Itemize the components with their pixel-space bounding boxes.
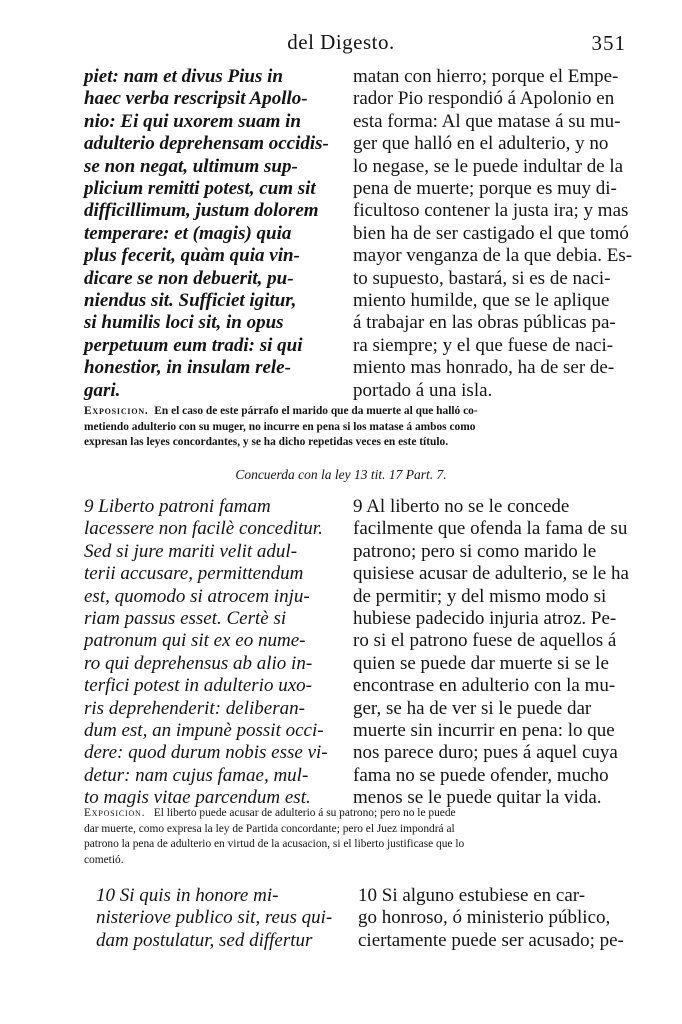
spanish-line: fama no se puede ofender, mucho <box>353 764 609 786</box>
latin-line: se non negat, ultimum sup- <box>84 155 298 177</box>
latin-line: gari. <box>84 379 121 401</box>
note-text: El liberto puede acusar de adulterio á su patrono; pero no le puede <box>153 807 456 819</box>
spanish-line: ger que halló en el adulterio, y no <box>353 133 609 155</box>
latin-line: patronum qui sit ex eo nume- <box>84 630 306 652</box>
exposicion-note-block1 <box>84 404 624 451</box>
latin-line: dicare se non debuerit, pu- <box>84 267 294 289</box>
latin-line: lacessere non facilè conceditur. <box>84 518 323 540</box>
latin-line: riam passus esset. Certè si <box>84 608 287 630</box>
latin-column-block2 <box>84 496 328 810</box>
spanish-line: miento humilde, que se le aplique <box>353 290 610 312</box>
spanish-line: matan con hierro; porque el Empe- <box>353 66 619 87</box>
spanish-line: encontrase en adulterio con la mu- <box>353 675 616 697</box>
latin-line: piet: nam et divus Pius in <box>84 66 283 87</box>
spanish-line: esta forma: Al que matase á su mu- <box>353 110 621 132</box>
spanish-line: ger, se ha de ver si le puede dar <box>353 697 592 719</box>
spanish-column-block3 <box>358 885 624 952</box>
latin-line: haec verba rescripsit Apollo- <box>84 88 308 110</box>
latin-line: terii accusare, permittendum <box>84 563 304 585</box>
latin-line: 9 Liberto patroni famam <box>84 496 271 517</box>
latin-line: difficillimum, justum dolorem <box>84 200 319 222</box>
spanish-line: go honroso, ó ministerio público, <box>358 907 611 929</box>
spanish-line: ficultoso contener la justa ira; y mas <box>353 200 629 222</box>
latin-line: Sed si jure mariti velit adul- <box>84 540 298 562</box>
latin-line: dum est, an impunè possit occi- <box>84 720 324 742</box>
latin-line: niendus sit. Sufficiet igitur, <box>84 290 297 312</box>
note-label: Exposicion. <box>84 807 146 819</box>
latin-line: ro qui deprehensus ab alio in- <box>84 652 313 674</box>
note-line: metiendo adulterio con su muger, no incurre en pena si los matase á ambos como <box>84 420 476 433</box>
spanish-line: quisiese acusar de adulterio, se le ha <box>353 563 629 585</box>
note-line: patrono la pena de adulterio en virtud de la acusacion, si el liberto justificase que lo <box>84 838 465 850</box>
latin-line: adulterio deprehensam occidis- <box>84 133 329 155</box>
spanish-line: facilmente que ofenda la fama de su <box>353 518 628 540</box>
latin-line: plus fecerit, quàm quia vin- <box>84 245 300 267</box>
spanish-line: hubiese padecido injuria atroz. Pe- <box>353 608 617 630</box>
spanish-line: nos parece duro; pues á aquel cuya <box>353 742 618 764</box>
spanish-column-block1 <box>353 66 632 402</box>
latin-column-block1 <box>84 66 329 402</box>
latin-line: perpetuum eum tradi: si qui <box>84 334 303 356</box>
spanish-line: 10 Si alguno estubiese en car- <box>358 885 586 906</box>
spanish-column-block2 <box>353 496 629 810</box>
latin-line: si humilis loci sit, in opus <box>84 312 284 334</box>
spanish-line: to supuesto, bastará, si es de naci- <box>353 267 611 289</box>
spanish-line: bien ha de ser castigado el que tomó <box>353 222 629 244</box>
latin-line: est, quomodo si atrocem inju- <box>84 585 310 607</box>
latin-line: to magis vitae parcendum est. <box>84 787 311 809</box>
latin-line: honestior, in insulam rele- <box>84 357 291 379</box>
note-line <box>84 806 624 822</box>
spanish-line: pena de muerte; porque es muy di- <box>353 178 617 200</box>
spanish-line: 9 Al liberto no se le concede <box>353 496 570 517</box>
spanish-line: patrono; pero si como marido le <box>353 540 597 562</box>
latin-column-block3 <box>96 885 332 952</box>
spanish-line: ro si el patrono fuese de aquellos á <box>353 630 617 652</box>
latin-line: detur: nam cujus famae, mul- <box>84 764 309 786</box>
spanish-line: ciertamente puede ser acusado; pe- <box>358 929 624 951</box>
note-line <box>84 404 624 420</box>
note-text: En el caso de este párrafo el marido que da muerte al que halló co- <box>154 405 478 417</box>
note-line: cometió. <box>84 853 124 866</box>
latin-line: terfici potest in adulterio uxo- <box>84 675 312 697</box>
latin-line: ris deprehenderit: deliberan- <box>84 697 305 719</box>
spanish-line: ra siempre; y el que fuese de naci- <box>353 334 614 356</box>
latin-line: 10 Si quis in honore mi- <box>96 885 279 906</box>
spanish-line: mayor venganza de la que debia. Es- <box>353 245 633 267</box>
spanish-line: lo negase, se le puede indultar de la <box>353 155 624 177</box>
spanish-line: quien se puede dar muerte si se le <box>353 652 609 674</box>
latin-line: dam postulatur, sed differtur <box>96 929 313 951</box>
latin-line: plicium remitti potest, cum sit <box>84 178 316 200</box>
concordance-line: Concuerda con la ley 13 tit. 17 Part. 7. <box>235 467 447 482</box>
running-header-title: del Digesto. <box>287 30 395 54</box>
spanish-line: portado á una isla. <box>353 379 493 401</box>
note-line: dar muerte, como expresa la ley de Partida concordante; pero el Juez impondrá al <box>84 822 455 835</box>
latin-line: dere: quod durum nobis esse vi- <box>84 742 328 764</box>
exposicion-note-block2 <box>84 806 624 868</box>
latin-line: nisteriove publico sit, reus qui- <box>96 907 333 929</box>
spanish-line: rador Pio respondió á Apolonio en <box>353 88 615 110</box>
spanish-line: menos se le puede quitar la vida. <box>353 787 602 809</box>
note-label: Exposicion. <box>84 405 149 417</box>
note-line: expresan las leyes concordantes, y se ha dicho repetidas veces en este título. <box>84 436 449 448</box>
page-number: 351 <box>591 31 626 55</box>
spanish-line: miento mas honrado, ha de ser de- <box>353 357 615 379</box>
spanish-line: á trabajar en las obras públicas pa- <box>353 312 616 334</box>
spanish-line: muerte sin incurrir en pena: lo que <box>353 720 615 742</box>
latin-line: nio: Ei qui uxorem suam in <box>84 110 301 132</box>
spanish-line: de permitir; y del mismo modo si <box>353 585 607 607</box>
latin-line: temperare: et (magis) quia <box>84 222 292 244</box>
